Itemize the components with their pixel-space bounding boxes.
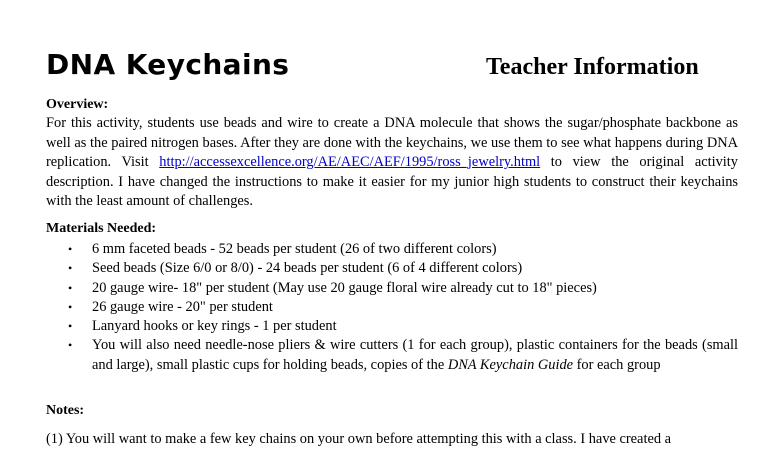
list-item-text: 20 gauge wire- 18" per student (May use 20 gauge floral wire already cut to 18" pieces)	[92, 279, 597, 296]
list-item	[46, 259, 738, 278]
page-subtitle: Teacher Information	[486, 54, 699, 80]
bullet-icon: •	[68, 338, 73, 353]
bullet-icon: •	[68, 280, 73, 295]
notes-first-line: (1) You will want to make a few key chains on your own before attempting this with a class. I have created a	[46, 431, 672, 447]
list-item	[46, 336, 738, 375]
list-item	[46, 298, 738, 317]
materials-list	[46, 240, 738, 375]
list-item	[46, 240, 738, 259]
bullet-icon: •	[68, 299, 73, 314]
list-item	[46, 317, 738, 336]
list-item-text-end: for each group	[573, 356, 661, 373]
list-item-text: You will also need needle-nose pliers & wire cutters (1 for each group), plastic containers for the beads (small and large), small plastic cups for holding beads, copies of the	[92, 337, 738, 373]
bullet-icon: •	[68, 261, 73, 276]
list-item-text: 6 mm faceted beads - 52 beads per student (26 of two different colors)	[92, 241, 497, 257]
bullet-icon: •	[68, 319, 73, 334]
materials-heading: Materials Needed:	[46, 221, 157, 236]
overview-paragraph	[46, 114, 738, 212]
guide-title: DNA Keychain Guide	[447, 356, 574, 373]
page-title: DNA Keychains	[46, 48, 290, 81]
overview-text-end: to view the original activity description. I have changed the instructions to make it easier for my junior high students to construct their keychains with the least amount of challenges.	[46, 154, 738, 209]
list-item-text: Seed beads (Size 6/0 or 8/0) - 24 beads per student (6 of 4 different colors)	[92, 260, 523, 277]
notes-heading: Notes:	[46, 403, 85, 418]
activity-link[interactable]: http://accessexcellence.org/AE/AEC/AEF/1995/ross_jewelry.html	[159, 154, 541, 170]
overview-text-start: For this activity, students use beads and wire to create a DNA molecule that shows the sugar/phosphate backbone as well as the paired nitrogen bases. After they are done with the keychains, we use them to see what happens during DNA replication. Visit	[46, 115, 738, 170]
list-item-text: Lanyard hooks or key rings - 1 per student	[92, 318, 337, 335]
overview-heading: Overview:	[46, 97, 109, 112]
list-item	[46, 279, 738, 298]
list-item-text: 26 gauge wire - 20" per student	[92, 298, 273, 315]
bullet-icon: •	[68, 242, 73, 256]
